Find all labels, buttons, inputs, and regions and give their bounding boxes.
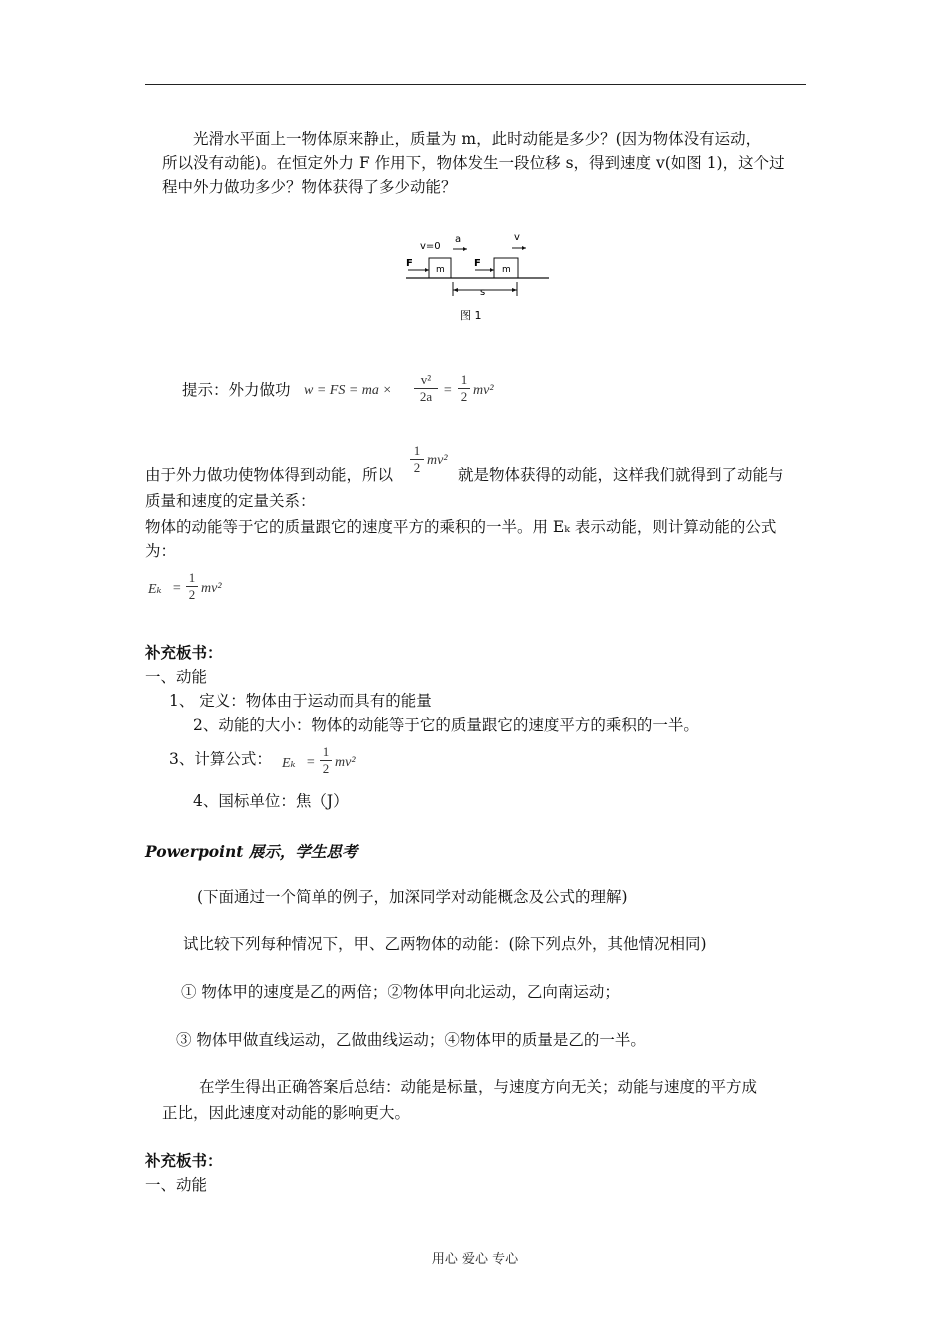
ppt-paragraph-2: 试比较下列每种情况下，甲、乙两物体的动能：(除下列点外，其他情况相同) bbox=[183, 935, 707, 953]
ppt-paragraph-3: ① 物体甲的速度是乙的两倍；②物体甲向北运动，乙向南运动； bbox=[181, 983, 620, 1001]
derivation-line-1-start: 由于外力做功使物体得到动能，所以 bbox=[145, 466, 394, 484]
derivation-line-4: 为： bbox=[145, 542, 177, 560]
fig-mass-right: m bbox=[502, 265, 511, 275]
formula-ek: Eₖ bbox=[148, 582, 162, 597]
derivation-line-3: 物体的动能等于它的质量跟它的速度平方的乘积的一半。用 Eₖ 表示动能，则计算动能的公式 bbox=[145, 518, 777, 536]
hint-tail: mv² bbox=[473, 383, 494, 398]
hint-frac1-den: 2a bbox=[419, 389, 433, 404]
derivation-frac-den: 2 bbox=[413, 460, 421, 475]
ppt-paragraph-1: (下面通过一个简单的例子，加深同学对动能概念及公式的理解) bbox=[197, 888, 628, 906]
ppt-summary-line-1: 在学生得出正确答案后总结：动能是标量，与速度方向无关；动能与速度的平方成 bbox=[199, 1078, 758, 1096]
hint-fraction-1 bbox=[414, 373, 438, 404]
formula-tail: mv² bbox=[201, 581, 222, 596]
formula-fraction bbox=[186, 571, 198, 602]
intro-line-1: 光滑水平面上一物体原来静止，质量为 m，此时动能是多少？(因为物体没有运动， bbox=[193, 130, 762, 148]
fig-a-arrowhead bbox=[463, 247, 467, 251]
fig-mass-left: m bbox=[436, 265, 445, 275]
board2-section: 一、动能 bbox=[145, 1176, 208, 1194]
hint-fraction-2 bbox=[458, 373, 470, 404]
fig-caption: 图 1 bbox=[460, 309, 482, 322]
board1-section: 一、动能 bbox=[145, 668, 208, 686]
board1-item-3: 3、计算公式： bbox=[169, 750, 272, 768]
board1-formula-ek: Eₖ bbox=[282, 756, 296, 771]
fig-f-label-left: F bbox=[406, 258, 413, 269]
ppt-heading: Powerpoint 展示，学生思考 bbox=[145, 842, 358, 861]
hint-eq: = bbox=[443, 383, 453, 398]
ppt-paragraph-4: ③ 物体甲做直线运动，乙做曲线运动；④物体甲的质量是乙的一半。 bbox=[176, 1031, 646, 1049]
fig-s-arrowhead-left bbox=[453, 288, 458, 292]
formula-num: 1 bbox=[188, 570, 196, 585]
board1-item-2: 2、动能的大小：物体的动能等于它的质量跟它的速度平方的乘积的一半。 bbox=[193, 716, 699, 734]
figure-1-diagram bbox=[404, 228, 554, 328]
board1-formula-tail: mv² bbox=[335, 755, 356, 770]
hint-formula-part1: w = FS = ma × bbox=[304, 383, 392, 398]
page-footer: 用心 爱心 专心 bbox=[431, 1252, 519, 1267]
board1-formula-den: 2 bbox=[322, 761, 330, 776]
derivation-fraction bbox=[410, 444, 424, 475]
board1-title: 补充板书： bbox=[145, 643, 223, 662]
hint-frac2-den: 2 bbox=[460, 389, 468, 404]
board1-item-1: 1、 定义：物体由于运动而具有的能量 bbox=[169, 692, 432, 710]
hint-prefix: 提示：外力做功 bbox=[182, 381, 291, 399]
fig-v-label: v bbox=[514, 232, 520, 243]
intro-line-3: 程中外力做功多少？物体获得了多少动能？ bbox=[162, 178, 457, 196]
fig-v-arrowhead bbox=[522, 246, 526, 250]
board1-formula-num: 1 bbox=[322, 744, 330, 759]
hint-frac1-num: v² bbox=[420, 372, 432, 387]
fig-a-label: a bbox=[455, 234, 462, 245]
hint-frac2-num: 1 bbox=[460, 372, 468, 387]
formula-eq: = bbox=[172, 581, 182, 596]
board2-title: 补充板书： bbox=[145, 1151, 223, 1170]
board1-formula-fraction bbox=[320, 745, 332, 776]
ppt-summary-line-2: 正比，因此速度对动能的影响更大。 bbox=[162, 1104, 411, 1122]
derivation-frac-num: 1 bbox=[413, 443, 421, 458]
derivation-line-2: 质量和速度的定量关系： bbox=[145, 492, 316, 510]
fig-f-label-right: F bbox=[474, 258, 481, 269]
intro-line-2: 所以没有动能)。在恒定外力 F 作用下，物体发生一段位移 s，得到速度 v(如图 1)，这个过 bbox=[162, 154, 785, 172]
derivation-frac-tail: mv² bbox=[427, 453, 448, 468]
fig-s-label: s bbox=[480, 287, 486, 298]
formula-den: 2 bbox=[188, 587, 196, 602]
header-rule bbox=[145, 84, 806, 85]
fig-f-arrowhead-left bbox=[425, 268, 429, 272]
board1-formula-eq: = bbox=[306, 755, 316, 770]
fig-v0-label: v=0 bbox=[420, 241, 441, 252]
fig-f-arrowhead-right bbox=[490, 268, 494, 272]
derivation-line-1-end: 就是物体获得的动能，这样我们就得到了动能与 bbox=[458, 466, 784, 484]
fig-s-arrowhead-right bbox=[512, 288, 517, 292]
board1-item-4: 4、国标单位：焦（J） bbox=[193, 792, 349, 810]
